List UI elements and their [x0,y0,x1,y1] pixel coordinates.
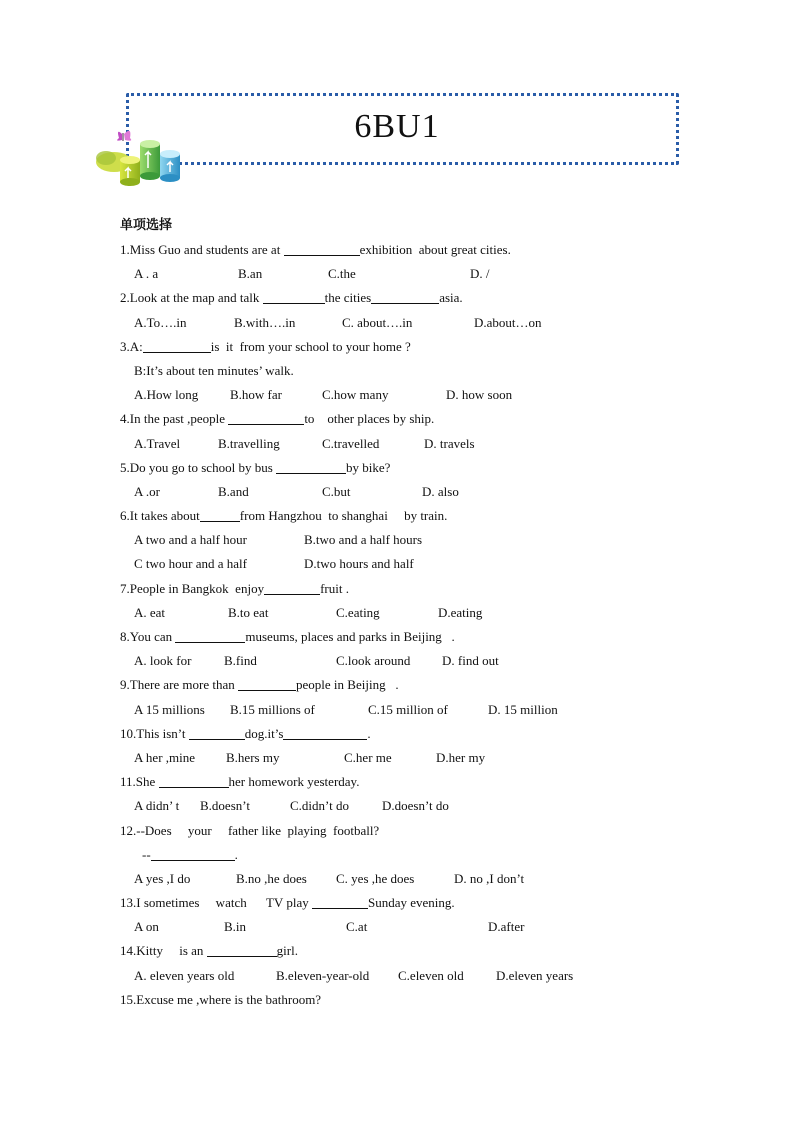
text-segment: is it from your school to your home ? [210,338,411,354]
answer-option: B.hers my [226,749,280,765]
text-segment: . [234,846,238,862]
text-segment: girl. [276,943,298,959]
question-text [120,939,720,963]
question-text [120,238,720,262]
answer-option: A didn’ t [134,798,180,814]
answer-option: B.and [218,483,249,499]
text-segment: people in Beijing . [296,677,399,693]
question-text [120,843,720,867]
text-segment: 8.You can [120,629,176,644]
options-row [120,383,720,407]
answer-option: D.two hours and half [304,556,414,572]
answer-option: B.find [224,653,257,669]
answer-option: A .or [134,483,160,499]
text-segment: 4.In the past ,people [120,411,229,427]
options-row [120,552,720,576]
question-text [120,891,720,915]
answer-option: C.her me [344,749,392,765]
page-title: 6BU1 [354,108,440,145]
answer-blank [151,846,235,861]
text-segment: 11.She [120,774,159,790]
answer-option: C.travelled [322,435,380,451]
text-segment: 13.I sometimes watch TV play [120,895,312,911]
answer-option: D.her my [436,749,486,765]
answer-option: C.eating [336,604,380,620]
answer-option: B.to eat [228,604,269,620]
cylinders-logo-icon [92,124,192,188]
text-segment: 9.There are more than [120,677,239,693]
text-segment: museums, places and parks in Beijing . [245,629,455,644]
question-text [120,286,720,310]
answer-blank [264,580,320,595]
answer-blank [238,676,296,691]
question-text [120,359,720,383]
answer-option: C.look around [336,653,411,669]
answer-option: A yes ,I do [134,870,191,886]
answer-option: D. / [470,266,490,282]
answer-option: B.with….in [234,314,296,330]
text-segment: 2.Look at the map and talk [120,290,263,306]
answer-option: D.about…on [474,314,542,330]
answer-option: B.an [238,266,263,282]
answer-option: C.how many [322,387,389,403]
answer-option: A two and a half hour [134,532,248,548]
question-text [120,577,720,601]
answer-blank [207,942,277,957]
answer-blank [312,894,368,909]
options-row [120,964,720,988]
answer-option: A.How long [134,387,199,403]
question-text [120,770,720,794]
answer-option: A. look for [134,653,192,669]
answer-option: D. how soon [446,387,513,403]
text-segment: 7.People in Bangkok enjoy [120,580,265,596]
answer-option: A . a [134,266,159,282]
question-text [120,456,720,480]
options-row [120,867,720,891]
answer-option: C.eleven old [398,967,464,983]
question-text [120,988,720,1012]
question-text [120,722,720,746]
answer-option: C.15 million of [368,701,448,717]
answer-option: A. eat [134,604,166,620]
answer-option: D.after [488,919,525,935]
text-segment: -- [142,846,151,862]
text-segment: 1.Miss Guo and students are at [120,242,284,257]
text-segment: dog.it’s [244,725,284,741]
question-text [120,335,720,359]
text-segment: 5.Do you go to school by bus [120,459,276,475]
answer-blank [283,725,367,740]
answer-blank [159,773,229,788]
options-row [120,480,720,504]
answer-option: D.doesn’t do [382,798,449,814]
answer-option: A.Travel [134,435,181,451]
options-row [120,311,720,335]
question-text [120,625,720,649]
text-segment: . [367,725,371,741]
answer-option: B.travelling [218,435,280,451]
question-list [120,214,720,1012]
answer-blank [263,289,325,304]
answer-option: D. also [422,483,459,499]
text-segment: the cities [324,290,372,306]
answer-option: D. travels [424,435,475,451]
options-row [120,262,720,286]
question-text [120,504,720,528]
question-text [120,819,720,843]
text-segment: 10.This isn’t [120,725,189,741]
answer-blank [371,289,439,304]
answer-option: D. find out [442,653,499,669]
answer-blank [189,725,245,740]
text-segment: B:It’s about ten minutes’ walk. [134,362,294,378]
answer-option: B.no ,he does [236,870,307,886]
options-row [120,698,720,722]
text-segment: from Hangzhou to shanghai by train. [239,508,448,524]
answer-option: B.two and a half hours [304,532,423,548]
answer-option: C. yes ,he does [336,870,415,886]
text-segment: by bike? [346,459,391,475]
answer-option: D. 15 million [488,701,558,717]
answer-blank [143,338,211,353]
answer-option: B.doesn’t [200,798,250,814]
options-row [120,601,720,625]
options-row [120,432,720,456]
question-lines [120,238,720,1012]
section-title: 单项选择 [120,218,173,233]
answer-option: B.how far [230,387,282,403]
answer-option: B.15 millions of [230,701,315,717]
text-segment: fruit . [320,580,349,596]
options-row [120,649,720,673]
text-segment: to other places by ship. [304,411,435,427]
answer-option: B.in [224,919,247,935]
text-segment: exhibition about great cities. [359,242,511,257]
options-row [120,794,720,818]
text-segment: asia. [439,290,463,306]
answer-option: D.eating [438,604,483,620]
answer-option: D. no ,I don’t [454,870,525,886]
answer-blank [228,410,304,425]
answer-option: A.To….in [134,314,187,330]
answer-blank [175,628,245,643]
answer-option: C.the [328,266,356,282]
answer-option: C two hour and a half [134,556,248,572]
answer-option: A on [134,919,159,935]
answer-blank [284,241,360,256]
text-segment: Sunday evening. [367,895,455,911]
question-text [120,673,720,697]
answer-option: C.but [322,483,351,499]
options-row [120,746,720,770]
answer-option: C.at [346,919,368,935]
answer-blank [276,459,346,474]
answer-option: C. about….in [342,314,413,330]
answer-option: C.didn’t do [290,798,349,814]
answer-option: A her ,mine [134,749,196,765]
answer-option: A 15 millions [134,701,205,717]
text-segment: 14.Kitty is an [120,943,207,959]
text-segment: 3.A: [120,338,143,354]
answer-blank [200,507,240,522]
answer-option: A. eleven years old [134,967,235,983]
options-row [120,528,720,552]
text-segment: 15.Excuse me ,where is the bathroom? [120,991,322,1007]
text-segment: 6.It takes about [120,508,200,524]
text-segment: 12.--Does your father like playing football? [120,822,380,838]
answer-option: B.eleven-year-old [276,967,370,983]
answer-option: D.eleven years [496,967,574,983]
options-row [120,915,720,939]
question-text [120,407,720,431]
text-segment: her homework yesterday. [228,774,360,790]
